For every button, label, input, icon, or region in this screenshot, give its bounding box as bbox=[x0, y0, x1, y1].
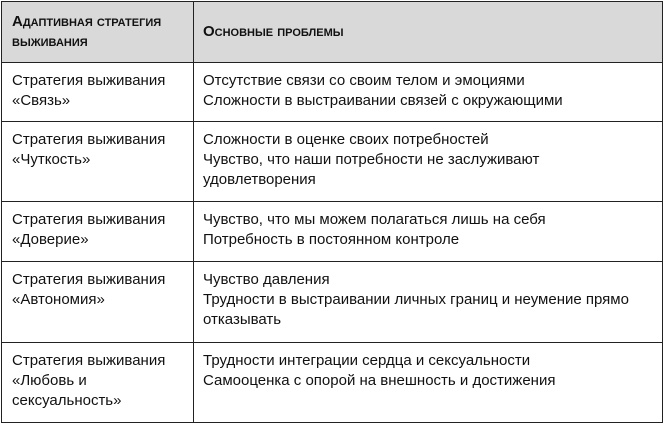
table-row bbox=[2, 202, 662, 262]
table-row bbox=[2, 63, 662, 122]
problem-item: Сложности в оценке своих потребностей bbox=[203, 131, 489, 148]
strategy-cell bbox=[2, 63, 194, 121]
table-row bbox=[2, 262, 662, 343]
problem-item: Чувство давления bbox=[203, 271, 330, 288]
problem-item: Чувство, что мы можем полагаться лишь на себя bbox=[203, 211, 546, 228]
strategy-name: «Связь» bbox=[12, 92, 71, 109]
strategy-prefix: Стратегия выживания bbox=[12, 352, 166, 369]
problems-cell bbox=[194, 122, 662, 201]
problem-item: Трудности в выстраивании личных границ и неумение прямо отказывать bbox=[203, 291, 629, 328]
strategies-table bbox=[1, 1, 663, 423]
problem-item: Отсутствие связи со своим телом и эмоциями bbox=[203, 72, 525, 89]
strategy-cell bbox=[2, 202, 194, 261]
header-strategy: Адаптивная стратегия выживания bbox=[2, 2, 194, 62]
strategy-cell bbox=[2, 343, 194, 422]
table-row bbox=[2, 343, 662, 422]
strategy-name: «Любовь и сексуальность» bbox=[12, 372, 122, 409]
table-row bbox=[2, 122, 662, 202]
problem-item: Чувство, что наши потребности не заслуживают удовлетворения bbox=[203, 151, 540, 188]
header-problems: Основные проблемы bbox=[203, 23, 344, 40]
strategy-prefix: Стратегия выживания bbox=[12, 211, 166, 228]
problem-item: Сложности в выстраивании связей с окружающими bbox=[203, 92, 563, 109]
strategy-cell bbox=[2, 262, 194, 342]
problem-item: Самооценка с опорой на внешность и достижения bbox=[203, 372, 556, 389]
table-header-row bbox=[2, 2, 662, 63]
problems-cell bbox=[194, 343, 662, 422]
strategy-name: «Автономия» bbox=[12, 291, 105, 308]
problems-cell bbox=[194, 262, 662, 342]
problem-item: Трудности интеграции сердца и сексуальности bbox=[203, 352, 531, 369]
problem-item: Потребность в постоянном контроле bbox=[203, 231, 460, 248]
strategy-prefix: Стратегия выживания bbox=[12, 72, 166, 89]
strategy-prefix: Стратегия выживания bbox=[12, 271, 166, 288]
problems-cell bbox=[194, 63, 662, 121]
strategy-cell bbox=[2, 122, 194, 201]
strategy-prefix: Стратегия выживания bbox=[12, 131, 166, 148]
strategy-name: «Доверие» bbox=[12, 231, 89, 248]
strategy-name: «Чуткость» bbox=[12, 151, 91, 168]
problems-cell bbox=[194, 202, 662, 261]
